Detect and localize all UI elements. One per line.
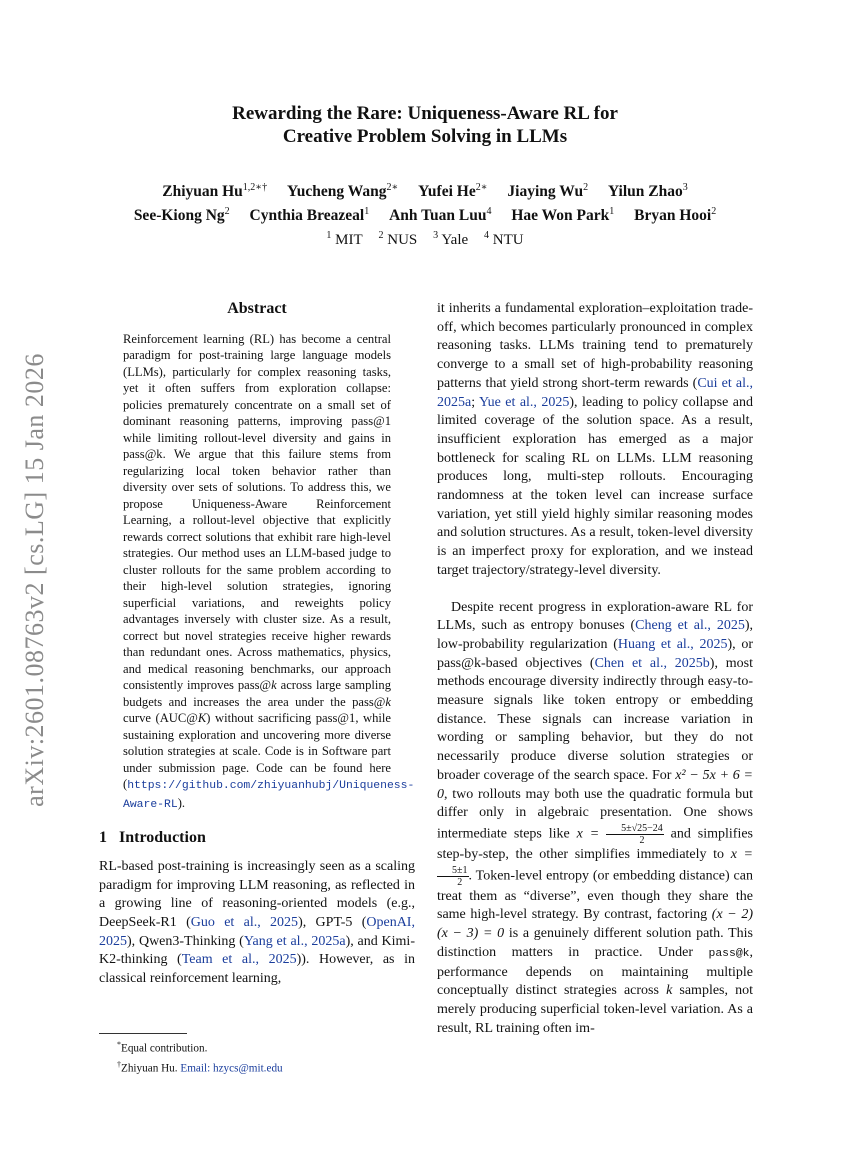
equation: x² − 5x + 6 = 0 [437, 767, 754, 802]
citation-link[interactable]: Guo et al., 2025 [190, 915, 299, 931]
right-column [437, 300, 753, 1038]
footnote-rule [99, 1033, 187, 1034]
author: Cynthia Breazeal$^1$ [249, 206, 370, 225]
author: Hae Won Park$^1$ [511, 206, 615, 225]
footnote: †Zhiyuan Hu. Email: hzycs@mit.edu [117, 1060, 283, 1075]
abstract-text: Reinforcement learning (RL) has become a central paradigm for post-training large language models (LLMs), particularly for complex reasoning tasks, yet it often suffers from exploration collapse: policies prematurely concentrate on a small set of dominant reasoning patterns, improving pass@1 while limiting rollout-level diversity and gains in pass@k. We argue that this failure stems from regularizing local token behavior rather than diversity over sets of solutions. To address this, we propose Uniqueness-Aware Reinforcement Learning, a rollout-level objective that explicitly rewards correct solutions that exhibit rare high-level strategies. Our method uses an LLM-based judge to cluster rollouts for the same problem according to their high-level solution strategies, ignoring superficial variations, and reweights policy advantages inversely with cluster size. As a result, correct but novel strategies receive higher rewards than redundant ones. Across mathematics, physics, and medical reasoning benchmarks, our approach consistently improves pass@k across large sampling budgets and increases the area under the pass@k curve (AUC@K) without sacrificing pass@1, while sustaining exploration and uncovering more diverse solution strategies at scale. Code is in Software part under submission page. Code can be found here (https://github.com/zhiyuanhubj/Uniqueness-Aware-RL). [123, 331, 415, 811]
affiliation: $^1$ MIT [326, 230, 363, 249]
intro-paragraph-1-continued: it inherits a fundamental exploration–exploitation trade-off, which becomes particularly pronounced in complex reasoning tasks. LLMs training tend to prematurely converge to a small set of high-probability reasoning patterns that yield strong short-term rewards (Cui et al., 2025a; Yue et al., 2025), leading to policy collapse and limited coverage of the solution space. As a result, insufficient exploration has emerged as a major bottleneck for scaling RL on LLMs. LLM reasoning produces long, multi-step rollouts. Encouraging randomness at the token level can increase surface variation, yet still yield highly similar reasoning modes and solution structures. As a result, token-level diversity is an imperfect proxy for exploration, and we instead target trajectory/strategy-level diversity. [437, 301, 754, 578]
paper-title [100, 102, 750, 148]
authors-row-2 [60, 202, 790, 226]
affiliations [60, 226, 790, 250]
email-link[interactable]: Email: hzycs@mit.edu [180, 1062, 283, 1075]
title-line-1: Rewarding the Rare: Uniqueness-Aware RL for [232, 103, 618, 124]
section-heading-introduction: 1 Introduction [99, 829, 206, 847]
citation-link[interactable]: Yue et al., 2025 [479, 394, 570, 410]
fraction: $\frac{5\pm√25-24}{2}$ [606, 823, 664, 846]
author-block [60, 178, 790, 250]
intro-paragraph-2: Despite recent progress in exploration-aware RL for LLMs, such as entropy bonuses (Cheng et al., 2025), low-probability regularization (Huang et al., 2025), or pass@k-based objectives (Chen et al., 2025b), most methods encourage diversity indirectly through easy-to-measure signals like token entropy or embedding distance. These signals can increase variation in wording or sampling behavior, but they do not necessarily produce diverse solution strategies or broader coverage of the search space. For x² − 5x + 6 = 0, two rollouts may both use the quadratic formula but differ only in algebraic presentation. One shows intermediate steps like x = $\frac{5\pm√25-24}{2}$ and simplifies step-by-step, the other simplifies immediately to x = $\frac{5\pm 1}{2}$ . Token-level entropy (or embedding distance) can treat them as “diverse”, even though they share the same high-level strategy. By contrast, factoring (x − 2)(x − 3) = 0 is a genuinely different solution path. This distinction matters in practice. Under pass@k, performance depends on maintaining multiple conceptually distinct strategies across k samples, not merely producing superficial token-level variation. As a result, RL training often im- [437, 599, 754, 1036]
author: Bryan Hooi$^2$ [634, 206, 717, 225]
left-column [99, 300, 415, 989]
equation: (x − 2)(x − 3) = 0 [437, 907, 753, 942]
author: See-Kiong Ng$^2$ [133, 206, 230, 225]
author: Yilun Zhao$^3$ [607, 182, 688, 201]
citation-link[interactable]: Chen et al., 2025b [594, 655, 710, 671]
affiliation: $^3$ Yale [433, 230, 469, 249]
authors-row-1 [60, 178, 790, 202]
citation-link[interactable]: Cui et al., 2025a [437, 375, 754, 410]
citation-link[interactable]: Huang et al., 2025 [617, 636, 728, 652]
intro-paragraph-1: RL-based post-training is increasingly seen as a scaling paradigm for improving LLM reasoning, as reflected in a growing line of reasoning-oriented models (e.g., DeepSeek-R1 (Guo et al., 2025), GPT-5 (OpenAI, 2025), Qwen3-Thinking (Yang et al., 2025a), and Kimi-K2-thinking (Team et al., 2025)). However, as in classical reinforcement learning, [99, 858, 415, 987]
author: Zhiyuan $Hu^{1,2∗\dagger}$ [162, 182, 268, 201]
citation-link[interactable]: OpenAI, 2025 [99, 915, 415, 949]
arxiv-identifier: arXiv:2601.08763v2 [cs.LG] 15 Jan 2026 [20, 353, 49, 807]
citation-link[interactable]: Cheng et al., 2025 [635, 618, 745, 634]
abstract-heading: Abstract [227, 300, 287, 317]
footnote: *Equal contribution. [117, 1040, 208, 1055]
author: Jiaying Wu$^2$ [507, 182, 589, 201]
fraction: $\frac{5\pm 1}{2}$ [437, 865, 469, 888]
footnotes [99, 1033, 415, 1077]
author: Yufei $He^{2∗}$ [418, 182, 488, 201]
citation-link[interactable]: Team et al., 2025 [181, 952, 297, 968]
author: Anh Tuan Luu$^4$ [389, 206, 492, 225]
affiliation: $^2$ NUS [378, 230, 418, 249]
citation-link[interactable]: Yang et al., 2025a [243, 933, 346, 949]
author: Yucheng Wang$^{2∗}$ [286, 182, 399, 201]
affiliation: $^4$ NTU [484, 230, 524, 249]
code-link[interactable]: https://github.com/zhiyuanhubj/Uniqueness-Aware-RL [123, 780, 415, 811]
title-line-2: Creative Problem Solving in LLMs [282, 126, 568, 147]
